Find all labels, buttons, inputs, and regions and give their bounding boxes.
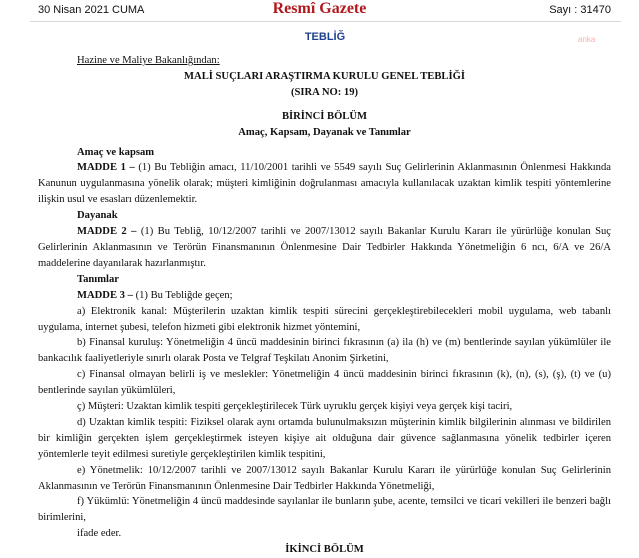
- definition-item: a) Elektronik kanal: Müşterilerin uzaktan kimlik tespiti sürecini gerçekleştirebilecekleri mobil uygulama, web tabanlı uygulama, internet şubesi, telefon hizmeti gibi elektronik hizmet yöntemini,: [38, 305, 611, 333]
- definition-item: f) Yükümlü: Yönetmeliğin 4 üncü maddesinde sayılanlar ile bunların şube, acente, temsilci ve ticari vekilleri ile benzeri bağlı birimlerini,: [38, 496, 611, 524]
- gazette-title[interactable]: Resmî Gazete: [272, 0, 367, 17]
- article-3-text: (1) Bu Tebliğde geçen;: [132, 289, 233, 301]
- document-title: MALİ SUÇLARI ARAŞTIRMA KURULU GENEL TEBLİĞİ: [184, 70, 465, 82]
- watermark-logo: anka: [578, 35, 596, 44]
- definition-item: e) Yönetmelik: 10/12/2007 tarihli ve 2007/13012 sayılı Bakanlar Kurulu Kararı ile yürürlüğe konulan Suç Gelirlerinin Aklanmasının ve Terörün Finansmanının Önlenmesine Dair Tedbirler Hakkında Yönetmeliği,: [38, 464, 611, 492]
- heading-dayanak: Dayanak: [77, 210, 118, 222]
- article-3-label: MADDE 3 –: [77, 289, 133, 301]
- definition-item: c) Finansal olmayan belirli iş ve meslekler: Yönetmeliğin 4 üncü maddesinin birinci fıkrasının (k), (n), (s), (ş), (t) ve (u) bentlerinde sayılan yükümlüleri,: [38, 369, 611, 397]
- document-sira-no: (SIRA NO: 19): [290, 86, 359, 98]
- issue-number: Sayı : 31470: [549, 4, 611, 16]
- definition-item: d) Uzaktan kimlik tespiti: Fiziksel olarak aynı ortamda bulunulmaksızın müşterinin kimlik bilgilerinin alınması ve bildirilen bir kimliğin gerçekten işlem gerçekleştirmek isteyen kişiye ait olduğuna dair güvence sağlanmasına yönelik tedbirler içeren yöntemlerle teyit edilmesi suretiyle gerçekleştirilen kimlik tespitini,: [38, 416, 611, 460]
- article-2: [38, 224, 611, 272]
- part-one-subheading: Amaç, Kapsam, Dayanak ve Tanımlar: [238, 126, 411, 138]
- article-2-text: (1) Bu Tebliğ, 10/12/2007 tarihli ve 2007/13012 sayılı Bakanlar Kurulu Kararı ile yürürlüğe konulan Suç Gelirlerinin Aklanmasının ve Terörün Finansmanının Önlenmesine Dair Tedbirler Hakkında Yönetmeliğin 6 ncı, 6/A ve 26/A maddelerine dayanılarak hazırlanmıştır.: [38, 226, 611, 269]
- section-label: TEBLİĞ: [304, 31, 346, 43]
- article-3: [38, 288, 611, 304]
- article-2-label: MADDE 2 –: [77, 226, 137, 238]
- ministry-line: Hazine ve Maliye Bakanlığından:: [77, 55, 220, 66]
- heading-tanimlar: Tanımlar: [77, 273, 119, 285]
- header-divider: [30, 21, 621, 22]
- definitions-closing: ifade eder.: [77, 528, 122, 540]
- heading-amac: Amaç ve kapsam: [77, 146, 155, 158]
- part-two-heading: İKİNCİ BÖLÜM: [285, 544, 364, 556]
- definition-item: b) Finansal kuruluş: Yönetmeliğin 4 üncü maddesinin birinci fıkrasının (a) ila (h) ve (m) bentlerinde sayılan yükümlüler ile bankacılık faaliyetleriyle sınırlı olarak Posta ve Telgraf Teşkilatı Anonim Şirketini,: [38, 337, 611, 365]
- document-body: [38, 53, 611, 558]
- gazette-header: [0, 0, 639, 24]
- issue-date: 30 Nisan 2021 CUMA: [38, 4, 145, 16]
- article-1-label: MADDE 1 –: [77, 162, 135, 174]
- part-one-heading: BİRİNCİ BÖLÜM: [281, 110, 368, 122]
- article-1: [38, 160, 611, 208]
- definition-item: ç) Müşteri: Uzaktan kimlik tespiti gerçekleştirilecek Türk uyruklu gerçek kişiyi veya gerçek kişi taciri,: [77, 401, 513, 413]
- article-1-text: (1) Bu Tebliğin amacı, 11/10/2001 tarihli ve 5549 sayılı Suç Gelirlerinin Aklanmasının Önlenmesi Hakkında Kanunun uygulanmasına yönelik olarak; müşteri kimliğinin doğrulanması amacıyla kullanılacak uzaktan kimlik tespiti yöntemlerine ilişkin usul ve esasları düzenlemektir.: [38, 162, 611, 206]
